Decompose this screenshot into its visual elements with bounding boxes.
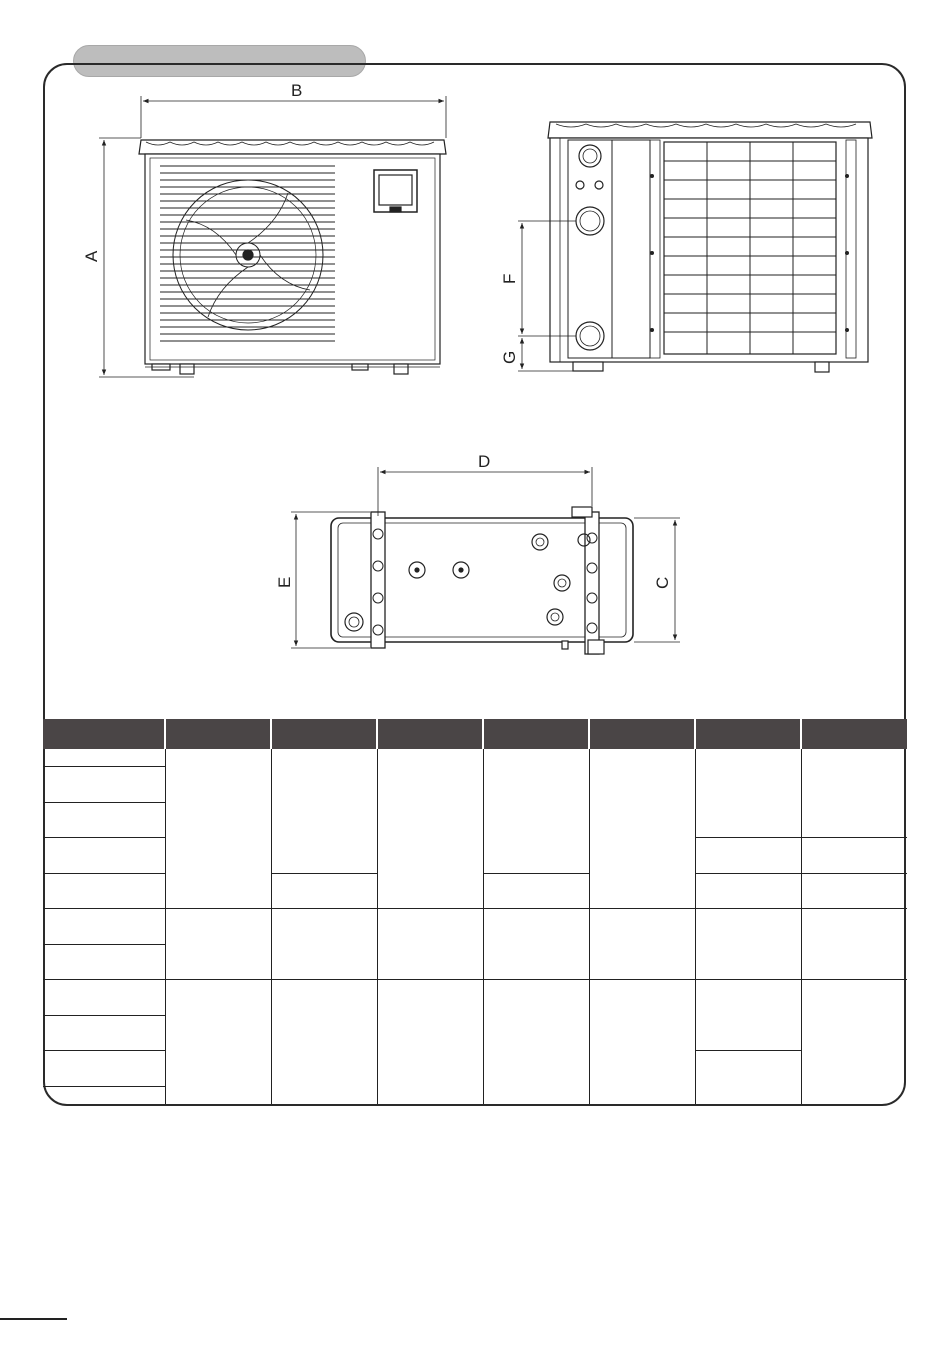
value-cell xyxy=(377,980,483,1104)
value-cell xyxy=(695,1051,801,1104)
model-cell xyxy=(43,802,165,838)
value-cell xyxy=(165,749,271,909)
header-a xyxy=(165,719,271,749)
dimension-label-c: C xyxy=(653,576,672,589)
value-cell xyxy=(483,909,589,980)
value-cell xyxy=(165,909,271,980)
value-cell xyxy=(271,909,377,980)
model-cell xyxy=(43,767,165,803)
value-cell xyxy=(377,909,483,980)
front-view xyxy=(139,140,446,374)
model-cell xyxy=(43,873,165,909)
value-cell xyxy=(801,838,907,874)
dimension-label-a: A xyxy=(82,250,101,262)
value-cell xyxy=(695,749,801,838)
value-cell xyxy=(801,749,907,838)
dimension-label-e: E xyxy=(275,576,294,588)
value-cell xyxy=(589,749,695,909)
table-row xyxy=(43,909,907,945)
header-c xyxy=(377,719,483,749)
top-view xyxy=(331,507,633,654)
footer-rule xyxy=(0,1318,67,1320)
value-cell xyxy=(801,980,907,1104)
value-cell xyxy=(165,980,271,1104)
model-cell xyxy=(43,1086,165,1104)
value-cell xyxy=(589,909,695,980)
value-cell xyxy=(801,873,907,909)
model-cell xyxy=(43,749,165,767)
header-f xyxy=(695,719,801,749)
value-cell xyxy=(589,980,695,1104)
side-view xyxy=(548,122,872,372)
value-cell xyxy=(801,909,907,980)
value-cell xyxy=(695,909,801,980)
model-cell xyxy=(43,944,165,980)
value-cell xyxy=(483,749,589,873)
dimension-label-d: D xyxy=(478,452,491,471)
value-cell xyxy=(695,873,801,909)
table-row xyxy=(43,749,907,767)
value-cell xyxy=(377,749,483,909)
table-header-row xyxy=(43,719,907,749)
header-b xyxy=(271,719,377,749)
value-cell xyxy=(483,873,589,909)
dimension-label-f: F xyxy=(500,273,519,284)
dimension-label-g: G xyxy=(500,350,519,364)
value-cell xyxy=(271,980,377,1104)
value-cell xyxy=(695,980,801,1051)
dimension-spec-table xyxy=(43,719,907,1104)
model-cell xyxy=(43,980,165,1016)
model-cell xyxy=(43,1015,165,1051)
header-g xyxy=(801,719,907,749)
value-cell xyxy=(271,749,377,873)
model-cell xyxy=(43,1051,165,1087)
dimension-label-b: B xyxy=(291,81,303,100)
table-row xyxy=(43,980,907,1016)
header-model xyxy=(43,719,165,749)
header-d xyxy=(483,719,589,749)
value-cell xyxy=(271,873,377,909)
model-cell xyxy=(43,909,165,945)
value-cell xyxy=(695,838,801,874)
model-cell xyxy=(43,838,165,874)
value-cell xyxy=(483,980,589,1104)
header-e xyxy=(589,719,695,749)
